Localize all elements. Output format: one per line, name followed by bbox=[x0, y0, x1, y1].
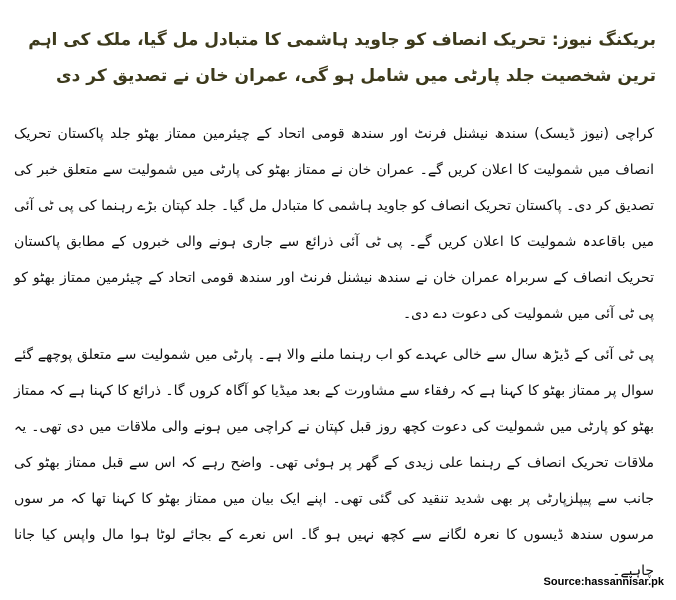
article-paragraph-1: کراچی (نیوز ڈیسک) سندھ نیشنل فرنٹ اور سندھ قومی اتحاد کے چیئرمین ممتاز بھٹو جلد پاکستان تحریک انصاف میں شمولیت کا اعلان کریں گے۔ عمران خان نے ممتاز بھٹو کی پارٹی میں شمولیت سے متعلق خبر کی تصدیق کر دی۔ پاکستان تحریک انصاف کو جاوید ہاشمی کا متبادل مل گیا۔ جلد کپتان بڑے رہنما کی پی ٹی آئی میں باقاعدہ شمولیت کا اعلان کریں گے۔ پی ٹی آئی ذرائع سے جاری ہونے والی خبروں کے مطابق پاکستان تحریک انصاف کے سربراہ عمران خان نے سندھ نیشنل فرنٹ اور سندھ قومی اتحاد کے چیئرمین ممتاز بھٹو کو پی ٹی آئی میں شمولیت کی دعوت دے دی۔ bbox=[14, 126, 654, 322]
source-credit: Source:hassannisar.pk bbox=[543, 576, 664, 588]
article-paragraph-2: پی ٹی آئی کے ڈیڑھ سال سے خالی عہدے کو اب رہنما ملنے والا ہے۔ پارٹی میں شمولیت سے متعلق پوچھے گئے سوال پر ممتاز بھٹو کا کہنا ہے کہ رفقاء سے مشاورت کے بعد میڈیا کو آگاہ کروں گا۔ ذرائع کا کہنا ہے کہ ممتاز بھٹو کو پارٹی میں شمولیت کی دعوت کچھ روز قبل کپتان نے کراچی میں ہونے والی ملاقات میں دی تھی۔ یہ ملاقات تحریک انصاف کے رہنما علی زیدی کے گھر پر ہوئی تھی۔ واضح رہے کہ اس سے قبل ممتاز بھٹو کی جانب سے پیپلزپارٹی پر بھی شدید تنقید کی گئی تھی۔ اپنے ایک بیان میں ممتاز بھٹو کا کہنا تھا کہ مر سوں مرسوں سندھ ڈیسوں کا نعرہ لگانے سے کچھ نہیں ہو گا۔ اس نعرے کے بجائے لوٹا ہوا مال واپس کیا جانا چاہیے۔ bbox=[14, 347, 654, 579]
article-headline: بریکنگ نیوز: تحریک انصاف کو جاوید ہاشمی کا متبادل مل گیا، ملک کی اہم ترین شخصیت جلد پارٹی میں شامل ہو گی، عمران خان نے تصدیق کر دی bbox=[28, 30, 656, 86]
